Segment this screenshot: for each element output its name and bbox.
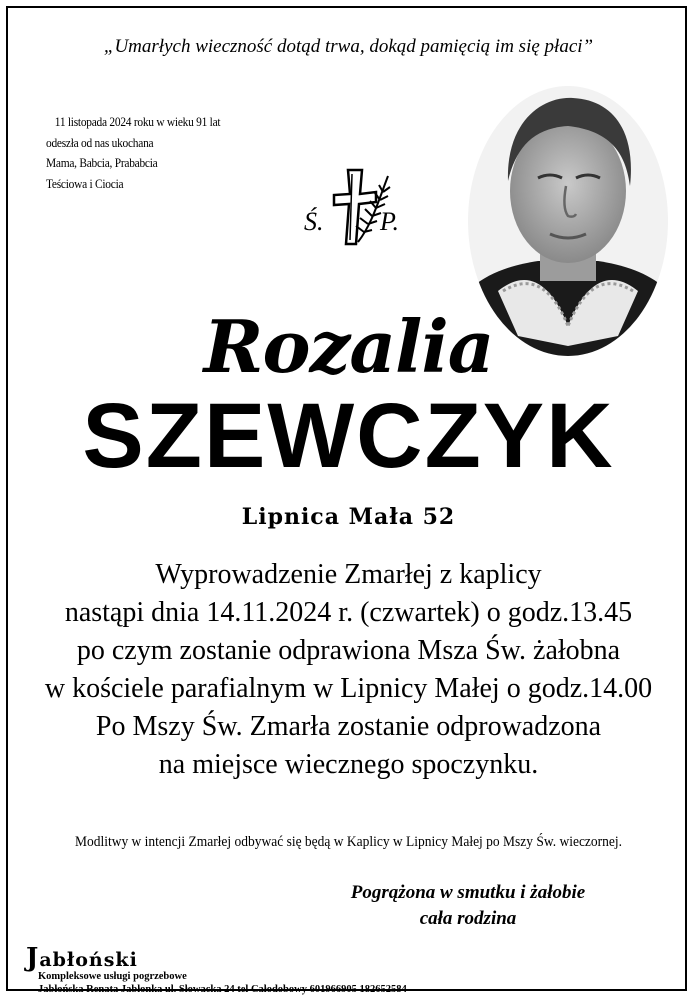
funeral-details-line: po czym zostanie odprawiona Msza Św. żałobna [76,635,621,666]
funeral-home-logo [26,943,407,973]
funeral-home-footer [26,943,407,996]
intro-line: 11 listopada 2024 roku w wieku 91 lat [54,114,221,129]
funeral-details-line: nastąpi dnia 14.11.2024 r. (czwartek) o godz.13.45 [64,597,633,628]
cross-with-palm-icon [300,158,410,250]
intro-line: odeszła od nas ukochana [46,134,154,150]
family-signature [298,880,638,932]
prayer-notice: Modlitwy w intencji Zmarłej odbywać się będą w Kaplicy w Lipnicy Małej po Mszy Św. wieczornej. [74,834,623,850]
funeral-details [8,556,689,784]
deceased-address: Lipnica Mała 52 [241,504,456,530]
death-announcement-intro [46,112,220,194]
intro-line: Mama, Babcia, Prababcia [46,155,158,170]
emblem-right-text: P. [380,207,400,236]
deceased-last-name: SZEWCZYK [82,385,615,487]
funeral-home-tagline: Kompleksowe usługi pogrzebowe [38,971,187,982]
funeral-home-contact: Jabłońska Renata Jabłonka ul. Słowacka 24 tel Całodobowy 601966905 182652584 [38,984,407,995]
funeral-details-line: w kościele parafialnym w Lipnicy Małej o godz.14.00 [44,673,653,704]
funeral-details-line: Wyprowadzenie Zmarłej z kaplicy [155,559,542,590]
logo-initial: J [26,943,40,973]
deceased-first-name: Rozalia [203,304,494,389]
funeral-details-line: Po Mszy Św. Zmarła zostanie odprowadzona [95,711,602,742]
intro-line: Teściowa i Ciocia [46,175,124,191]
memorial-quote: „Umarłych wieczność dotąd trwa, dokąd pamięcią im się płaci” [103,36,594,57]
family-line: cała rodzina [419,908,517,929]
family-line: Pogrążona w smutku i żałobie [350,882,586,903]
emblem-left-text: Ś. [304,207,324,236]
obituary-notice [6,6,687,995]
logo-rest: abłoński [39,949,138,971]
funeral-details-line: na miejsce wiecznego spoczynku. [158,749,539,780]
